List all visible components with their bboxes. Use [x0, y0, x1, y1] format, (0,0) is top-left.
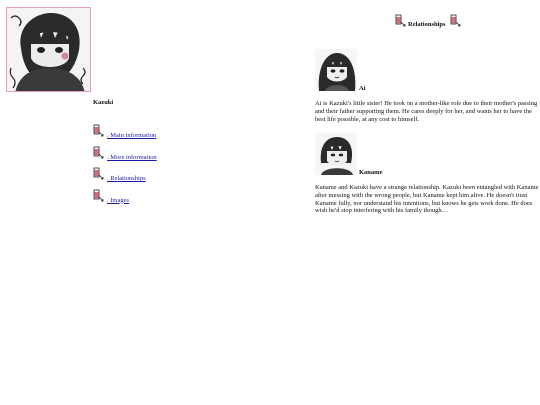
nav-link-main-information[interactable]: . Main information — [107, 132, 157, 139]
nav-link-more-information[interactable]: . More information — [107, 153, 157, 161]
pin-icon — [93, 124, 105, 138]
nav-item-more-information — [93, 146, 253, 168]
pin-icon — [93, 189, 105, 203]
side-nav — [93, 124, 253, 210]
kaname-description: Kaname and Kazuki have a strange relationship. Kazuki been entangled with Kaname after messing with the wrong people, but Kaname kept him alive. He doesn't trust Kaname fully, nor understand his intentions, but knows he gets work done. He does wish he'd stop interfering with his family though… — [315, 184, 539, 215]
relationships-title: Relationships — [408, 21, 446, 28]
kaname-name: Kaname — [359, 169, 383, 176]
pin-icon — [450, 14, 462, 28]
nav-item-images — [93, 189, 253, 211]
pin-icon — [93, 167, 105, 181]
pin-icon — [395, 14, 407, 28]
character-name: Kazuki — [93, 99, 114, 106]
ai-name: Ai — [359, 85, 366, 92]
ai-portrait — [315, 49, 357, 91]
nav-item-relationships — [93, 167, 253, 189]
nav-link-images[interactable]: . Images — [107, 196, 130, 204]
ai-description: Ai is Kazuki's little sister! He took on a mother-like role due to their mother's passing and their father supporting them. He cares deeply for her, and wants her to have the best life possible, at any cost to himself. — [315, 100, 538, 123]
profile-portrait — [6, 7, 91, 92]
nav-link-relationships[interactable]: . Relationships — [107, 175, 146, 182]
pin-icon — [93, 146, 105, 160]
relationships-heading — [395, 14, 465, 30]
kaname-portrait — [315, 133, 357, 175]
nav-item-main-information — [93, 124, 253, 146]
